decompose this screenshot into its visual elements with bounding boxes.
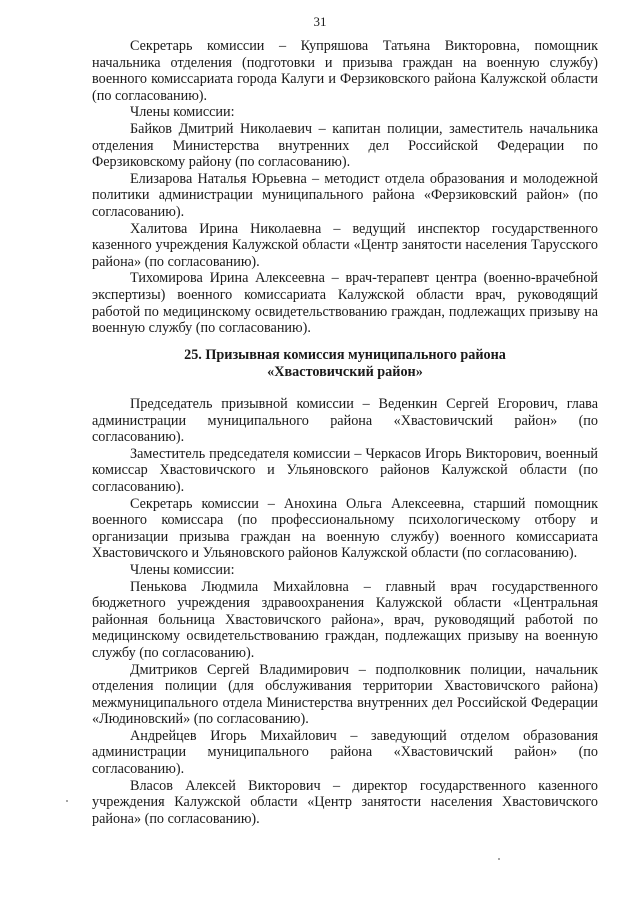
section-heading-line1: 25. Призывная комиссия муниципального района [184,347,506,363]
top-members-label: Члены комиссии: [130,104,235,121]
deputy-paragraph: Заместитель председателя комиссии – Черкасов Игорь Викторович, военный комиссар Хвастовичского и Ульяновского районов Калужской области (по согласованию). [92,445,598,495]
top-member-paragraph: Байков Дмитрий Николаевич – капитан полиции, заместитель начальника отделения Министерства внутренних дел Российской Федерации по Ферзиковскому району (по согласованию). [92,120,598,171]
scan-speck [66,800,68,802]
member-paragraph: Пенькова Людмила Михайловна – главный врач государственного бюджетного учреждения здравоохранения Калужской области «Центральная районная больница Хвастовичского района», врач, руководящий работой по медицинскому освидетельствованию граждан, подлежащих призыву на военную службу (по согласованию). [92,578,598,661]
section-heading-line2: «Хвастовичский район» [267,364,423,380]
members-label: Члены комиссии: [130,561,235,578]
top-section [92,38,598,337]
page-number: 31 [313,14,327,29]
member-paragraph: Дмитриков Сергей Владимирович – подполковник полиции, начальник отделения полиции (для обслуживания территории Хвастовичского района) межмуниципального отдела Министерства внутренних дел Российской Федерации «Людиновский» (по согласованию). [92,661,598,728]
top-member-paragraph: Халитова Ирина Николаевна – ведущий инспектор государственного казенного учреждения Калужской области «Центр занятости населения Тарусского района» (по согласованию). [92,220,598,270]
top-member-paragraph: Елизарова Наталья Юрьевна – методист отдела образования и молодежной политики администрации муниципального района «Ферзиковский район» (по согласованию). [92,170,598,220]
secretary-paragraph: Секретарь комиссии – Анохина Ольга Алексеевна, старший помощник военного комиссара (по профессиональному психологическому отбору и организации призыва граждан на военную службу) военного комиссариата Хвастовичского и Ульяновского районов Калужской области (по согласованию). [92,495,598,562]
scan-speck [498,858,500,860]
chairman-paragraph: Председатель призывной комиссии – Веденкин Сергей Егорович, глава администрации муниципального района «Хвастовичский район» (по согласованию). [92,396,598,446]
top-secretary-paragraph: Секретарь комиссии – Купряшова Татьяна Викторовна, помощник начальника отделения (подготовки и призыва граждан на военную службу) военного комиссариата города Калуги и Ферзиковского района Калужской области (по согласованию). [92,38,598,104]
section-heading [92,347,598,381]
member-paragraph: Андрейцев Игорь Михайлович – заведующий отделом образования администрации муниципального района «Хвастовичский район» (по согласованию). [92,727,598,778]
member-paragraph: Власов Алексей Викторович – директор государственного казенного учреждения Калужской области «Центр занятости населения Хвастовичского района» (по согласованию). [92,777,598,827]
top-member-paragraph: Тихомирова Ирина Алексеевна – врач-терапевт центра (военно-врачебной экспертизы) военного комиссариата Калужской области врач, руководящий работой по медицинскому освидетельствованию граждан, подлежащих призыву на военную службу (по согласованию). [92,270,598,337]
section-25-body [92,396,598,827]
